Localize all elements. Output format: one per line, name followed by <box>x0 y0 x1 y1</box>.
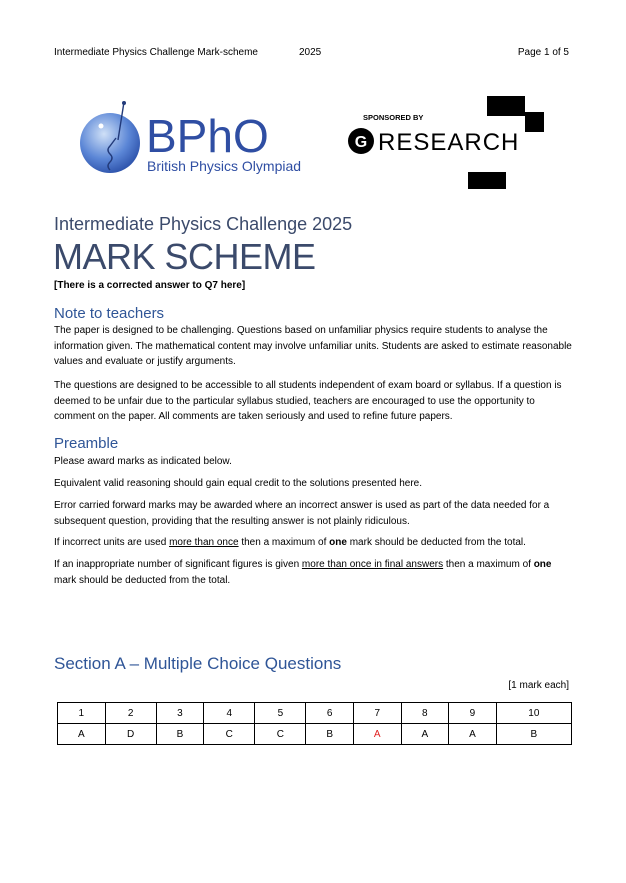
svg-text:G: G <box>354 134 368 151</box>
correction-note: [There is a corrected answer to Q7 here] <box>54 280 246 291</box>
bpho-logo <box>80 100 330 186</box>
answer-cell: C <box>204 724 255 745</box>
logo-banner <box>0 94 626 194</box>
question-number: 9 <box>449 703 497 724</box>
question-number: 8 <box>401 703 449 724</box>
document-subtitle: Intermediate Physics Challenge 2025 <box>54 214 353 234</box>
answer-cell: A <box>449 724 497 745</box>
answer-cell: A <box>58 724 106 745</box>
g-research-logo <box>346 94 546 190</box>
answer-cell: B <box>496 724 571 745</box>
question-number: 5 <box>255 703 306 724</box>
preamble-paragraph-4: If incorrect units are used more than once then a maximum of one mark should be deducted from the total. <box>54 537 526 548</box>
header-doc-title: Intermediate Physics Challenge Mark-scheme <box>54 47 258 58</box>
bpho-fullname: British Physics Olympiad <box>147 158 302 174</box>
note-paragraph-2: The questions are designed to be accessible to all students independent of exam board or syllabus. If a question is deemed to be unfair due to the particular syllabus studied, teachers are encouraged to use the opportunity to comment on the paper. All comments are taken seriously and used to refine future papers. <box>54 380 562 422</box>
marks-note: [1 mark each] <box>508 680 569 691</box>
question-number: 6 <box>306 703 354 724</box>
question-number: 7 <box>353 703 401 724</box>
answer-cell: C <box>255 724 306 745</box>
note-paragraph-1: The paper is designed to be challenging. Questions based on unfamiliar physics require students to analyse the information given. The mathematical content may involve unfamiliar units. Students are asked to estimate reasonable values and evaluate or justify arguments. <box>54 325 572 367</box>
preamble-paragraph-5: If an inappropriate number of significant figures is given more than once in final answers then a maximum of one mark should be deducted from the total. <box>54 559 552 586</box>
document-title: MARK SCHEME <box>53 236 316 277</box>
preamble-paragraph-2: Equivalent valid reasoning should gain equal credit to the solutions presented here. <box>54 478 423 489</box>
header-page-number: Page 1 of 5 <box>517 47 569 58</box>
question-number: 3 <box>156 703 204 724</box>
question-number: 10 <box>496 703 571 724</box>
question-number-row <box>58 703 572 724</box>
answer-cell: B <box>156 724 204 745</box>
preamble-paragraph-3: Error carried forward marks may be awarded where an incorrect answer is used as part of the data needed for a subsequent question, providing that the resulting answer is not plainly ridiculous. <box>54 500 550 527</box>
answer-cell-corrected: A <box>353 724 401 745</box>
note-to-teachers-heading: Note to teachers <box>54 305 165 322</box>
question-number: 2 <box>105 703 156 724</box>
answer-cell: D <box>105 724 156 745</box>
answer-row <box>58 724 572 745</box>
preamble-paragraph-1: Please award marks as indicated below. <box>54 456 232 467</box>
answer-cell: B <box>306 724 354 745</box>
question-number: 1 <box>58 703 106 724</box>
sponsor-wordmark: RESEARCH <box>378 129 520 156</box>
question-number: 4 <box>204 703 255 724</box>
answer-table <box>57 702 572 745</box>
section-a-heading: Section A – Multiple Choice Questions <box>54 654 342 673</box>
answer-cell: A <box>401 724 449 745</box>
sponsored-by-label: SPONSORED BY <box>363 113 424 122</box>
header-year: 2025 <box>299 47 322 58</box>
bpho-wordmark: BPhO <box>146 110 269 162</box>
preamble-heading: Preamble <box>54 435 119 452</box>
